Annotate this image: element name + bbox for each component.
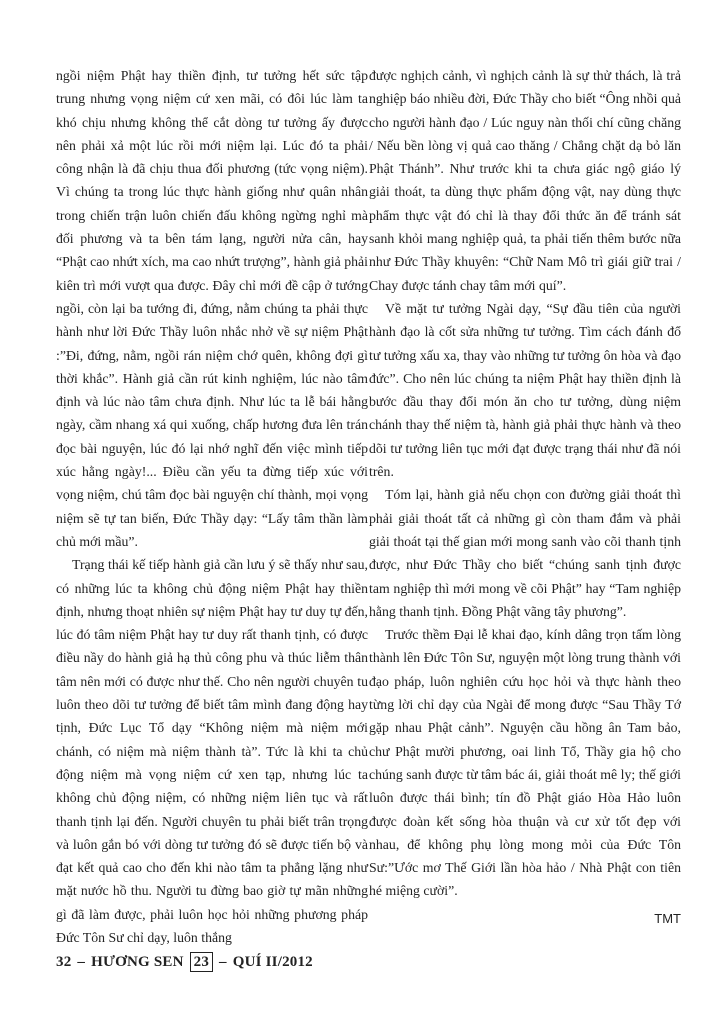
paragraph: Trước thềm Đại lễ khai đạo, kính dâng trọn tấm lòng thành lên Đức Tôn Sư, nguyện một lòng trung thành với đạo pháp, luôn nghiên cứu học hỏi và thực hành theo từng lời chỉ dạy của Ngài để mong được “Sau Thầy Tớ gặp nhau Phật cảnh”. Nguyện cầu hồng ân Tam bảo, chư Phật mười phương, oai linh Tổ, Thầy gia hộ cho chúng sanh được từ tâm bác ái, giải thoát mê ly; thế giới luôn được thái bình; tín đồ Phật giáo Hòa Hảo luôn được đoàn kết sống hòa thuận và cư xử tốt đẹp với nhau, để không phụ lòng mong mỏi của Đức Tôn Sư:”Ước mơ Thế Giới lần hòa hảo / Nhà Phật con tiên hé miệng cười”. <box>369 627 681 899</box>
issue-period: QUÍ II/2012 <box>232 953 313 970</box>
page-number: 32 <box>56 953 72 970</box>
magazine-name: HƯƠNG SEN <box>91 953 184 970</box>
paragraph: Về mặt tư tưởng Ngài dạy, “Sự đầu tiên của người hành đạo là cốt sửa những tư tưởng. Tìm cách đánh đổ tư tưởng xấu xa, thay vào những tư tưởng ôn hòa và đạo đức”. Cho nên lúc chúng ta niệm Phật hay thiền định là bước đầu thay đổi món ăn cho tư tưởng, dùng niệm chánh thay thế niệm tà, hành giả phải thực hành và theo dõi tư tưởng liên tục mới đạt được trạng thái như đã nói trên. <box>369 300 681 480</box>
paragraph: Trạng thái kế tiếp hành giả cần lưu ý sẽ thấy như sau, có những lúc ta không chủ động niệm Phật hay thiền định, nhưng thoạt nhiên sự niệm Phật hay tư duy tự đến, lúc đó tâm niệm Phật hay tư duy rất thanh tịnh, có được điều nầy do hành giả hạ thủ công phu và thúc liễm thân tâm nên mới có được như thế. Cho nên người chuyên tu luôn theo dõi tư tưởng để biết tâm mình đang động hay tịnh, Đức Lục Tổ dạy “Không niệm mà niệm mới chánh, có niệm mà niệm thành tà”. Tức là khi ta chủ động niệm mà vọng niệm cứ xen tạp, nhưng lúc ta không chủ động niệm, có những niệm liên tục và rất thanh tịnh lại đến. Người chuyên tu phải biết trân trọng và luôn gắn bó với dòng tư tưởng đó sẽ được tiến bộ và đạt kết quả cao cho đến khi nào tâm ta phẳng lặng như mặt nước hồ thu. Người tu đừng bao giờ tự mãn những gì đã làm được, phải luôn học hỏi những phương pháp Đức Tôn Sư chỉ dạy, luôn thắng <box>56 557 368 945</box>
left-column <box>56 64 368 949</box>
paragraph: được nghịch cảnh, vì nghịch cảnh là sự thử thách, là trả nghiệp báo nhiều đời, Đức Thầy cho biết “Ông nhồi quả cho người hành đạo / Lúc nguy nàn thối chí cũng chăng / Nếu bền lòng vị quả cao thăng / Chẳng chặt dạ bỏ lăn Phật Thánh”. Như trước khi ta chưa giác ngộ giáo lý giải thoát, ta dùng thực phẩm động vật, nay dùng thực phẩm thực vật đó chỉ là thay đổi thức ăn để tránh sát sanh khỏi mang nghiệp quả, ta phải tiến thêm bước nữa như Đức Thầy khuyên: “Chữ Nam Mô trì giái giữ trai / Chay được tánh chay tâm mới quí”. <box>369 68 681 293</box>
footer-dash: – <box>219 953 227 970</box>
paragraph: ngồi niệm Phật hay thiền định, tư tưởng hết sức tập trung nhưng vọng niệm cứ xen mãi, có đôi lúc làm ta khó chịu nhưng không thể cắt dòng tư tưởng ấy được nên phải xả một lúc rồi mới niệm lại. Lúc đó ta phải công nhận là đã chịu thua đối phương (tức vọng niệm). Vì chúng ta trong lúc thực hành giống như quân nhân trong chiến trận luôn chiến đấu không ngừng nghỉ mà đối phương và ta bên tám lạng, người nửa cân, hay “Phật cao nhứt xích, ma cao nhứt trượng”, hành giả phải kiên trì mới vượt qua được. Đây chỉ mới đề cập ở tướng ngồi, còn lại ba tướng đi, đứng, nằm chúng ta phải thực hành như lời Đức Thầy luôn nhắc nhở về sự niệm Phật :”Đi, đứng, nằm, ngồi rán niệm chớ quên, không đợi gì thời khắc”. Hành giả cần rút kinh nghiệm, lúc nào tâm định và lúc nào tâm chưa định. Như lúc ta lễ bái hằng ngày, cầm nhang xá qui xuống, chấp hương đưa lên trán đọc bài nguyện, lúc đó lại nhớ nghĩ đến việc mình tiếp xúc hằng ngày!... Điều cần yếu ta đừng tiếp xúc với vọng niệm, chú tâm đọc bài nguyện chí thành, mọi vọng niệm sẽ tự tan biến, Đức Thầy dạy: “Lấy tâm thần làm chủ mới mầu”. <box>56 68 368 549</box>
footer-dash: – <box>77 953 86 970</box>
right-column <box>369 64 681 930</box>
author-signature: TMT <box>654 910 681 926</box>
issue-number-box: 23 <box>190 952 213 972</box>
page-footer <box>56 952 313 972</box>
paragraph: Tóm lại, hành giả nếu chọn con đường giải thoát thì phải giải thoát tất cả những gì còn tham đắm và phải giải thoát tại thế gian mới mong sanh vào cõi thanh tịnh được, như Đức Thầy cho biết “chúng sanh tịnh được tam nghiệp thì mới mong về cõi Phật” hay “Tam nghiệp hằng thanh tịnh. Đồng Phật vãng tây phương”. <box>369 487 681 619</box>
